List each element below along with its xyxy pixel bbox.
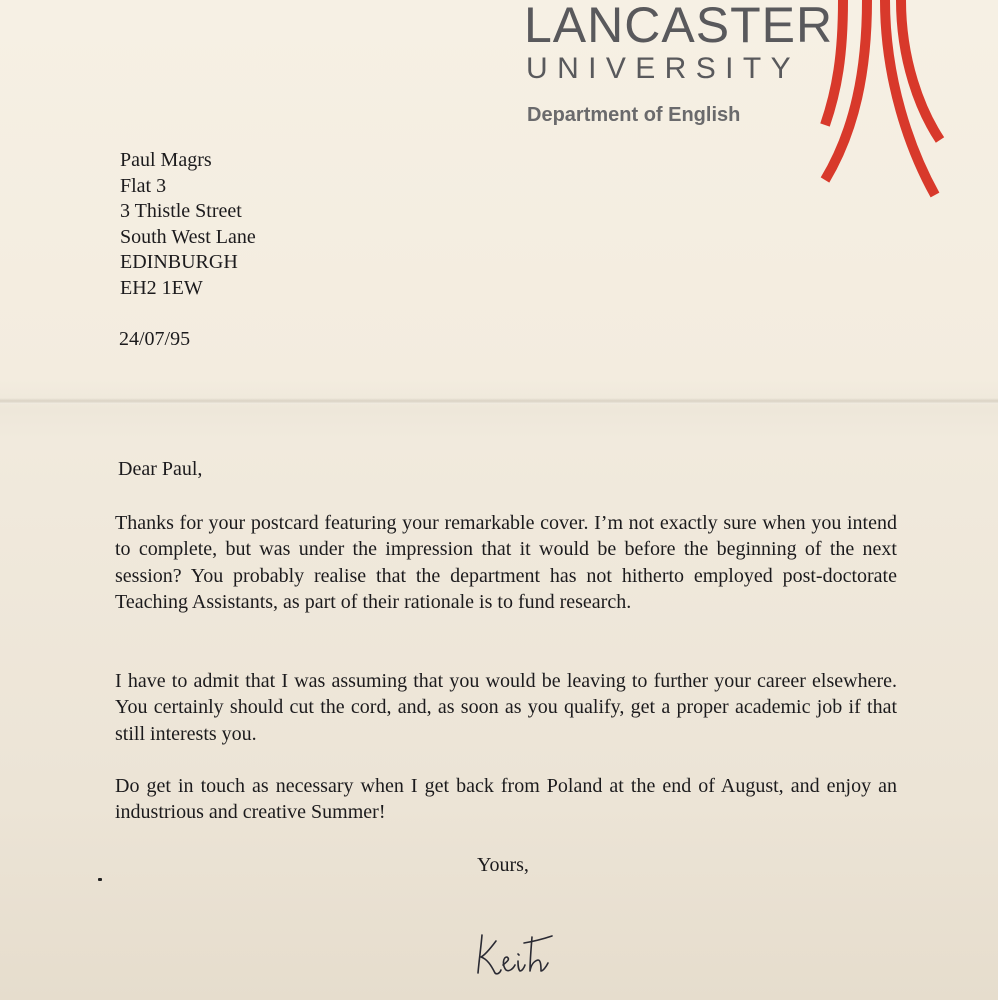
body-paragraph: Thanks for your postcard featuring your remarkable cover. I’m not exactly sure when you intend to complete, but was under the impression that it would be before the beginning of the next session? You probably realise that the department has not hitherto employed post-doctorate Teaching Assistants, as part of their rationale is to fund research.: [115, 512, 897, 614]
letterhead-institution-subtitle: UNIVERSITY: [526, 52, 801, 85]
letterhead-department: Department of English: [527, 104, 741, 126]
address-line: Paul Magrs: [120, 149, 212, 171]
handwritten-signature: [470, 925, 570, 980]
red-arc-stripes-logo: [815, 0, 950, 205]
address-line: 3 Thistle Street: [120, 200, 242, 223]
closing: Yours,: [477, 854, 529, 876]
body-paragraph: Do get in touch as necessary when I get back from Poland at the end of August, and enjoy an industrious and creative Summer!: [115, 775, 897, 824]
paper-speck: [98, 878, 102, 881]
address-line: EH2 1EW: [120, 276, 203, 299]
address-line: Flat 3: [120, 174, 167, 197]
recipient-address: [120, 148, 256, 302]
address-line: EDINBURGH: [120, 251, 238, 274]
paper-fold-line: [0, 398, 998, 404]
letterhead-institution-name: LANCASTER: [524, 0, 834, 53]
body-paragraph: I have to admit that I was assuming that you would be leaving to further your career elsewhere. You certainly should cut the cord, and, as soon as you qualify, get a proper academic job if that still interests you.: [115, 670, 897, 745]
letter-date: 24/07/95: [119, 328, 191, 350]
salutation: Dear Paul,: [118, 458, 203, 480]
address-line: South West Lane: [120, 225, 256, 248]
